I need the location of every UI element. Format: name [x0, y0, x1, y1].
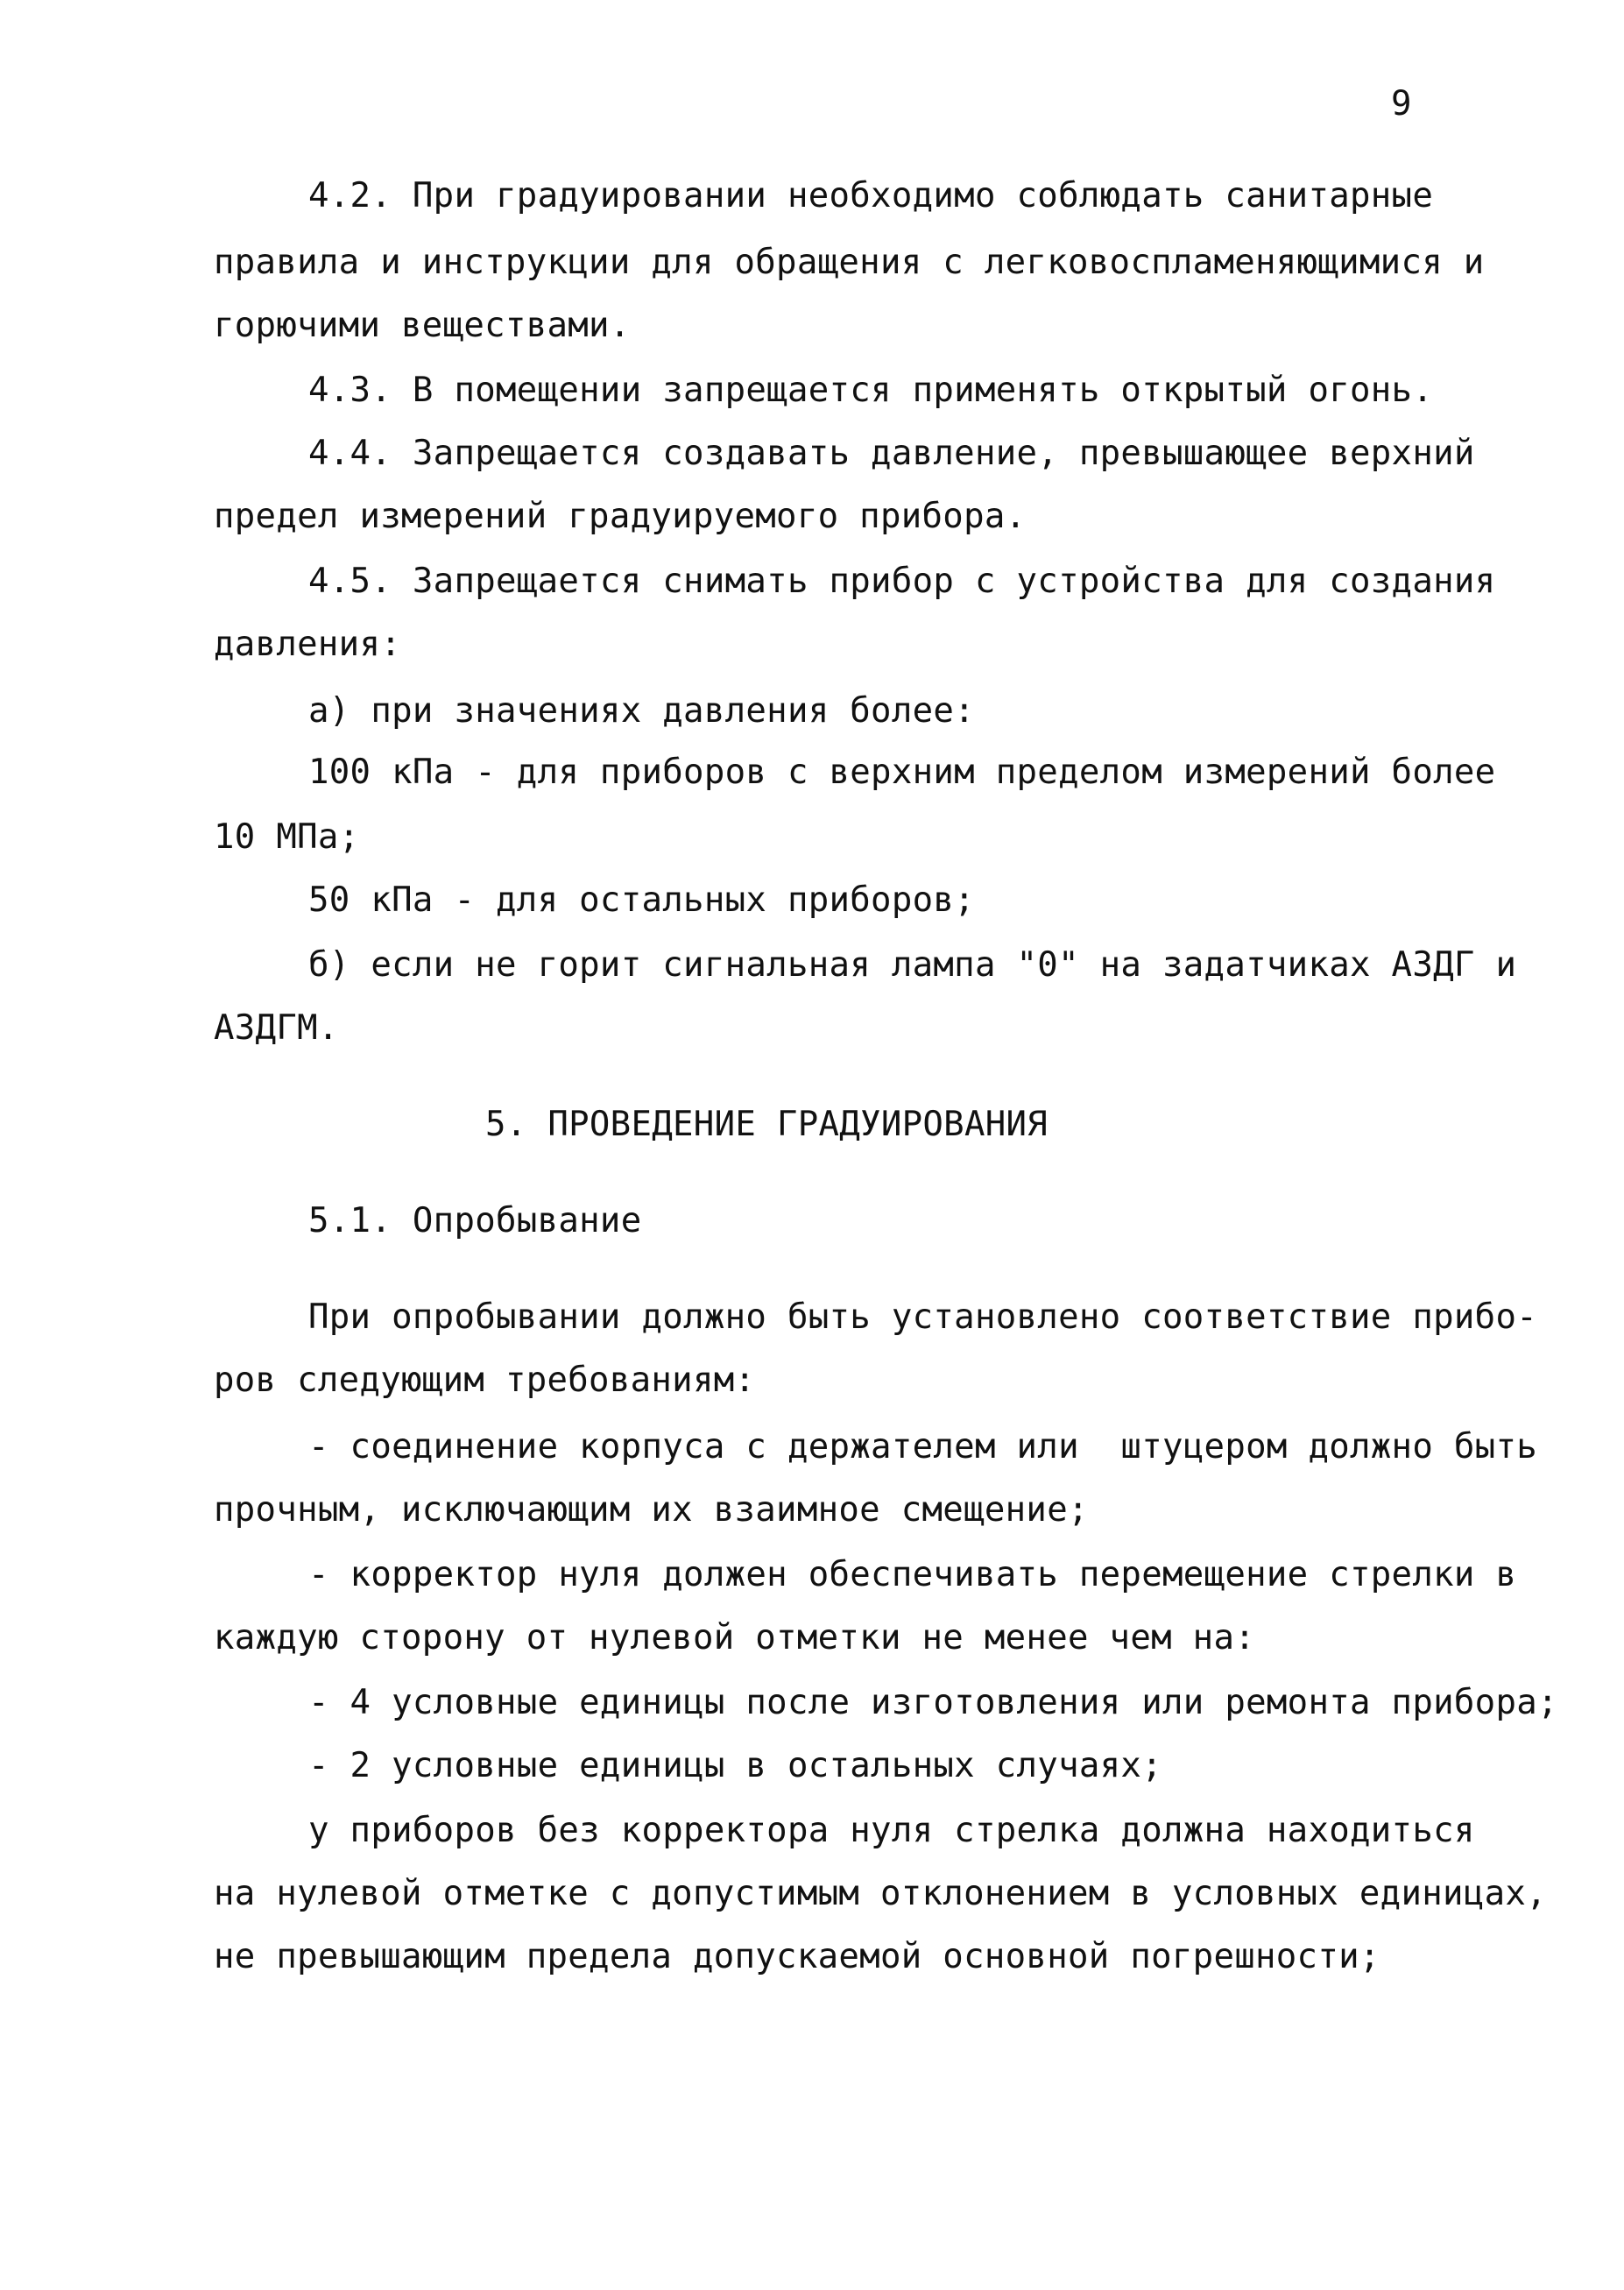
requirement-2-line-1: - корректор нуля должен обеспечивать перемещение стрелки в	[308, 1555, 1517, 1594]
paragraph-testing-line-2: ров следующим требованиям:	[214, 1361, 756, 1400]
paragraph-4-4-line-2: предел измерений градуируемого прибора.	[214, 497, 1027, 536]
requirement-1-line-1: - соединение корпуса с держателем или штуцером должно быть	[308, 1427, 1538, 1467]
item-b-line-2: АЗДГМ.	[214, 1008, 339, 1048]
paragraph-4-2-line-3: горючими веществами.	[214, 306, 631, 345]
requirement-3-line-1: у приборов без корректора нуля стрелка должна находиться	[308, 1811, 1475, 1850]
requirement-2-line-2: каждую сторону от нулевой отметки не менее чем на:	[214, 1618, 1255, 1657]
paragraph-4-5-line-2: давления:	[214, 625, 402, 664]
paragraph-4-3: 4.3. В помещении запрещается применять открытый огонь.	[308, 371, 1434, 410]
subsection-5-1-heading: 5.1. Опробывание	[308, 1201, 642, 1240]
requirement-3-line-3: не превышающим предела допускаемой основной погрешности;	[214, 1937, 1380, 1976]
item-a: а) при значениях давления более:	[308, 691, 975, 731]
page-number: 9	[1391, 84, 1412, 124]
item-a-50kpa: 50 кПа - для остальных приборов;	[308, 880, 975, 920]
paragraph-4-5-line-1: 4.5. Запрещается снимать прибор с устройства для создания	[308, 562, 1496, 601]
section-5-heading: 5. ПРОВЕДЕНИЕ ГРАДУИРОВАНИЯ	[485, 1105, 1049, 1144]
paragraph-4-2-line-2: правила и инструкции для обращения с легковоспламеняющимися и	[214, 243, 1485, 282]
requirement-3-line-2: на нулевой отметке с допустимым отклонением в условных единицах,	[214, 1874, 1547, 1913]
paragraph-4-4-line-1: 4.4. Запрещается создавать давление, превышающее верхний	[308, 434, 1475, 473]
item-b-line-1: б) если не горит сигнальная лампа "0" на задатчиках АЗДГ и	[308, 945, 1517, 985]
requirement-1-line-2: прочным, исключающим их взаимное смещение;	[214, 1490, 1089, 1530]
requirement-2-sub-2: - 2 условные единицы в остальных случаях;	[308, 1746, 1162, 1785]
paragraph-testing-line-1: При опробывании должно быть установлено соответствие прибо-	[308, 1297, 1538, 1337]
paragraph-4-2-line-1: 4.2. При градуировании необходимо соблюдать санитарные	[308, 176, 1434, 216]
item-a-100kpa-line-1: 100 кПа - для приборов с верхним пределом измерений более	[308, 753, 1496, 792]
item-a-100kpa-line-2: 10 МПа;	[214, 817, 360, 857]
requirement-2-sub-1: - 4 условные единицы после изготовления или ремонта прибора;	[308, 1683, 1558, 1722]
